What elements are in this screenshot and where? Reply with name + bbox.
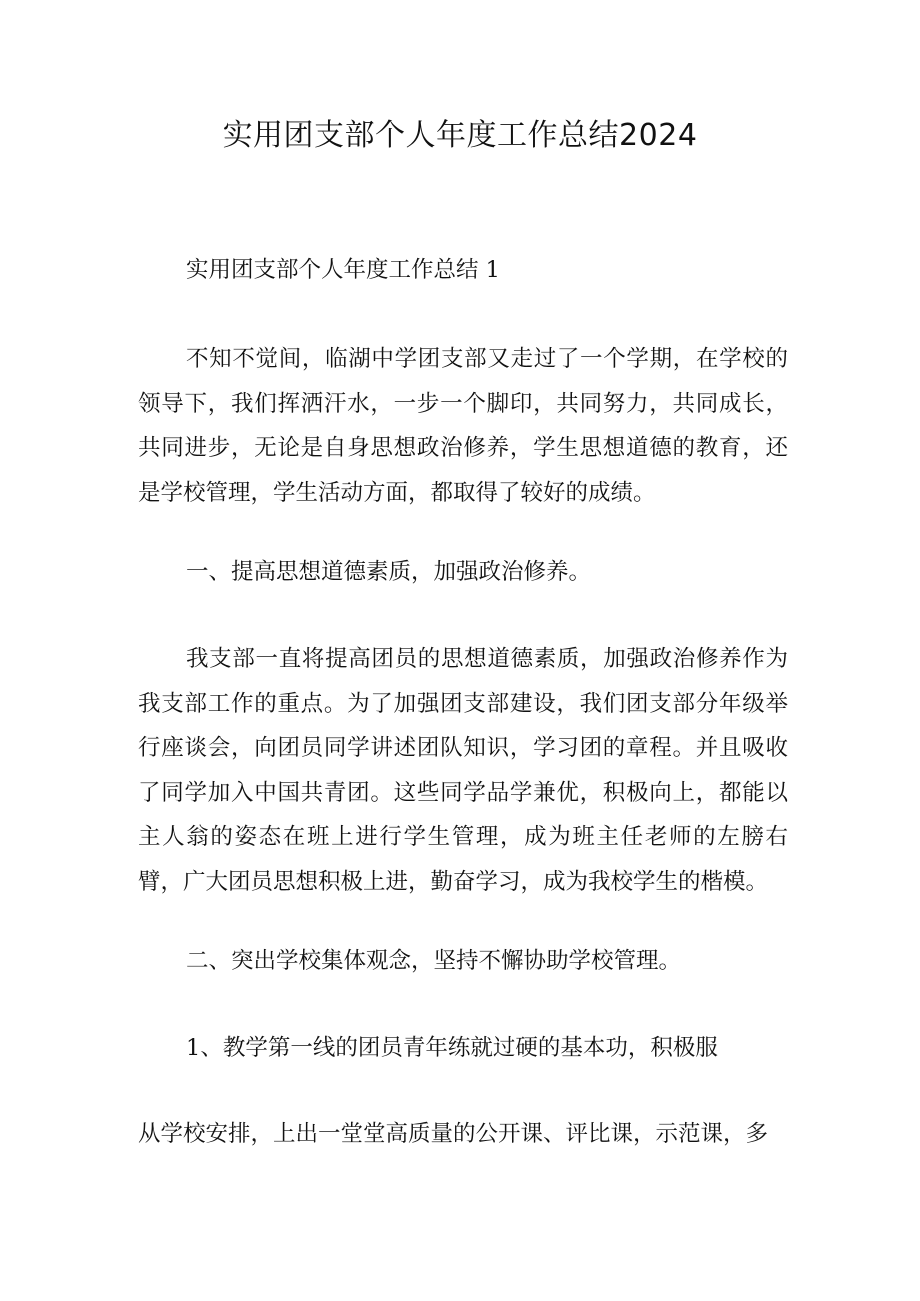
document-title: 实用团支部个人年度工作总结2024 — [222, 118, 698, 153]
section-heading: 实用团支部个人年度工作总结 1 — [186, 257, 500, 283]
body-paragraph-continued: 从学校安排，上出一堂堂高质量的公开课、评比课，示范课，多 — [138, 1121, 769, 1147]
body-paragraph: 1、教学第一线的团员青年练就过硬的基本功，积极服 — [186, 1035, 718, 1061]
subsection-heading: 二、突出学校集体观念，坚持不懈协助学校管理。 — [186, 948, 682, 974]
body-paragraph: 我支部一直将提高团员的思想道德素质，加强政治修养作为我支部工作的重点。为了加强团支部建设，我们团支部分年级举行座谈会，向团员同学讲述团队知识，学习团的章程。并且吸收了同学加入中国共青团。这些同学品学兼优，积极向上，都能以主人翁的姿态在班上进行学生管理，成为班主任老师的左膀右臂，广大团员思想积极上进，勤奋学习，成为我校学生的楷模。 — [138, 646, 788, 895]
subsection-heading: 一、提高思想道德素质，加强政治修养。 — [186, 559, 592, 585]
body-paragraph: 不知不觉间，临湖中学团支部又走过了一个学期，在学校的领导下，我们挥洒汗水，一步一个脚印，共同努力，共同成长，共同进步，无论是自身思想政治修养，学生思想道德的教育，还是学校管理，学生活动方面，都取得了较好的成绩。 — [138, 346, 788, 506]
